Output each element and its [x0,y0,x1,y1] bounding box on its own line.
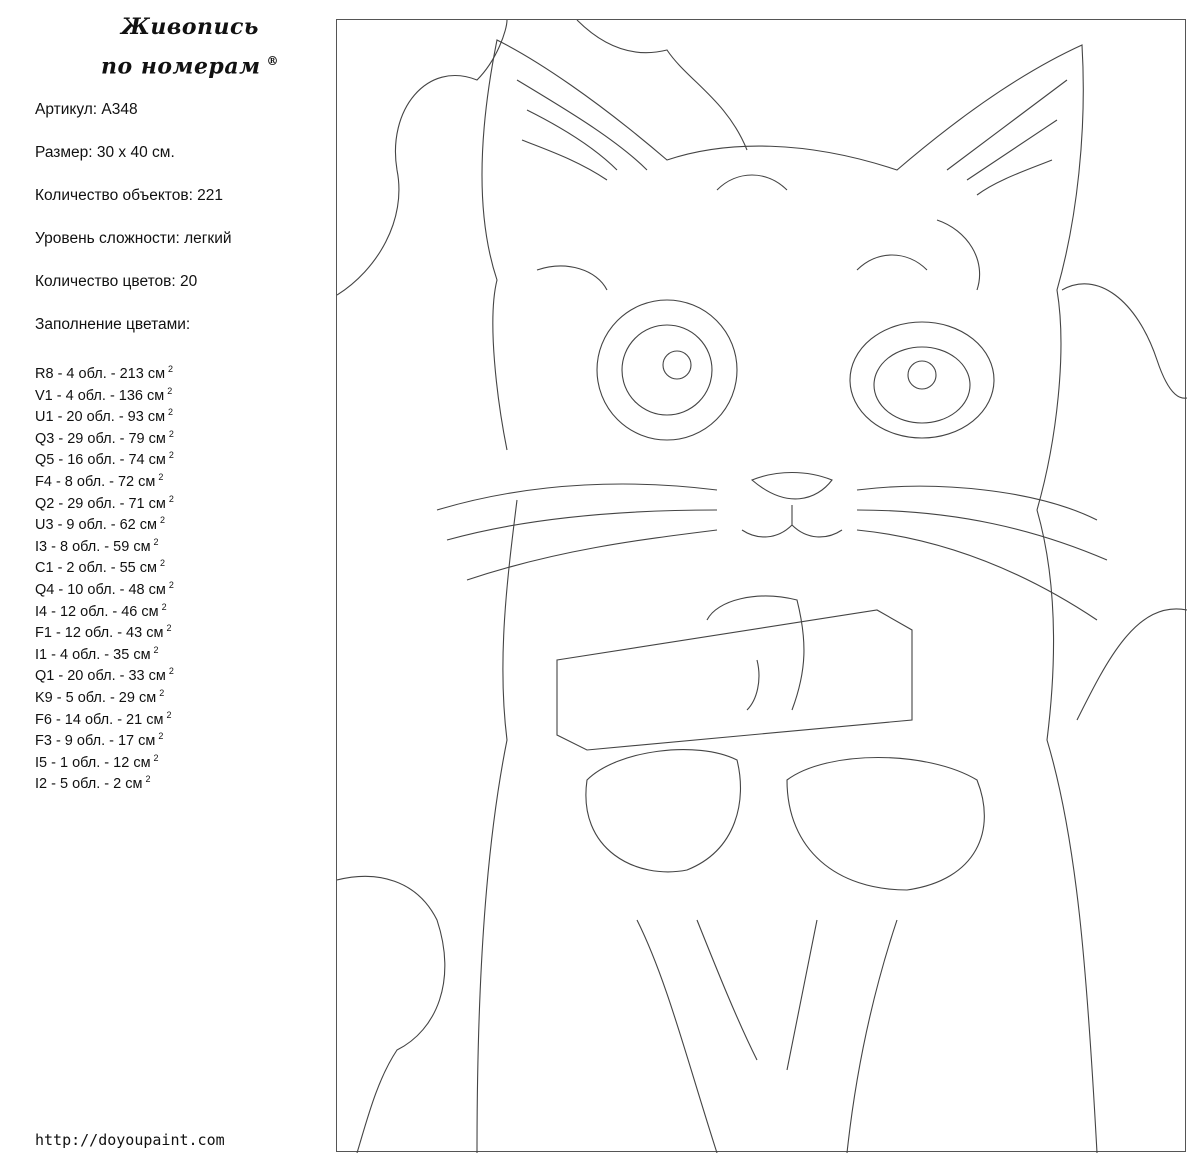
registered-mark: ® [266,54,279,68]
cat-head-outline [482,40,1083,510]
background-blob-top [337,20,507,295]
right-ear-inner [947,80,1067,195]
mouth [742,505,842,537]
background-blob-right-lower [1077,609,1187,720]
fill-row: F3 - 9 обл. - 17 см $^2$ [35,731,164,749]
brand-line-1: Живопись [121,14,259,40]
fill-row: I3 - 8 обл. - 59 см $^2$ [35,536,159,555]
brand-line-2-text: по номерам [100,53,261,80]
fill-row: I2 - 5 обл. - 2 см $^2$ [35,774,151,793]
canvas-size: Размер: 30 х 40 см. [35,144,175,161]
whiskers-left [437,484,717,580]
website-link[interactable]: http://doyoupaint.com [35,1131,225,1149]
whiskers-right [857,486,1107,620]
cheese-drip [707,596,804,710]
coloring-canvas [336,19,1186,1152]
fill-row: C1 - 2 обл. - 55 см $^2$ [35,558,165,577]
colors-count: Количество цветов: 20 [35,273,198,290]
left-eye-pupil [663,351,691,379]
fill-row: R8 - 4 обл. - 213 см $^2$ [35,364,174,382]
fill-row: V1 - 4 обл. - 136 см $^2$ [35,385,173,404]
background-blob-right [1062,284,1187,398]
fill-title: Заполнение цветами: [35,316,191,333]
color-fill-list [35,359,174,791]
face-patches [537,175,980,290]
left-eye-outer [597,300,737,440]
article-number: Артикул: A348 [35,101,138,118]
fill-row: U1 - 20 обл. - 93 см $^2$ [35,407,174,426]
objects-count: Количество объектов: 221 [35,187,224,204]
difficulty-level: Уровень сложности: легкий [35,230,232,247]
background-blob-left-lower [337,876,445,1153]
left-eye-inner [622,325,712,415]
fill-row: Q3 - 29 обл. - 79 см $^2$ [35,428,174,447]
cheese-block [557,610,912,750]
fill-row: Q1 - 20 обл. - 33 см $^2$ [35,666,174,685]
background-blob-top-mid [577,20,747,150]
product-info [35,99,232,357]
cat-outline-drawing [337,20,1187,1153]
fill-row: Q2 - 29 обл. - 71 см $^2$ [35,493,174,512]
right-paw [787,758,984,891]
fill-row: F4 - 8 обл. - 72 см $^2$ [35,471,164,490]
right-eye-outer [850,322,994,438]
left-paw [586,750,741,872]
fill-row: I4 - 12 обл. - 46 см $^2$ [35,601,167,620]
fill-row: U3 - 9 обл. - 62 см $^2$ [35,515,165,533]
left-ear-inner [517,80,647,180]
fill-row: Q4 - 10 обл. - 48 см $^2$ [35,579,174,598]
fill-row: I1 - 4 обл. - 35 см $^2$ [35,644,159,663]
fill-row: I5 - 1 обл. - 12 см $^2$ [35,752,159,771]
brand-line-2 [60,44,320,83]
nose [752,473,832,499]
chest-fur [637,920,897,1153]
right-eye-pupil [908,361,936,389]
fill-row: F1 - 12 обл. - 43 см $^2$ [35,623,172,641]
fill-row: F6 - 14 обл. - 21 см $^2$ [35,709,172,728]
fill-row: Q5 - 16 обл. - 74 см $^2$ [35,450,174,469]
fill-row: K9 - 5 обл. - 29 см $^2$ [35,687,165,706]
right-eye-inner [874,347,970,423]
brand-logo [60,10,320,83]
